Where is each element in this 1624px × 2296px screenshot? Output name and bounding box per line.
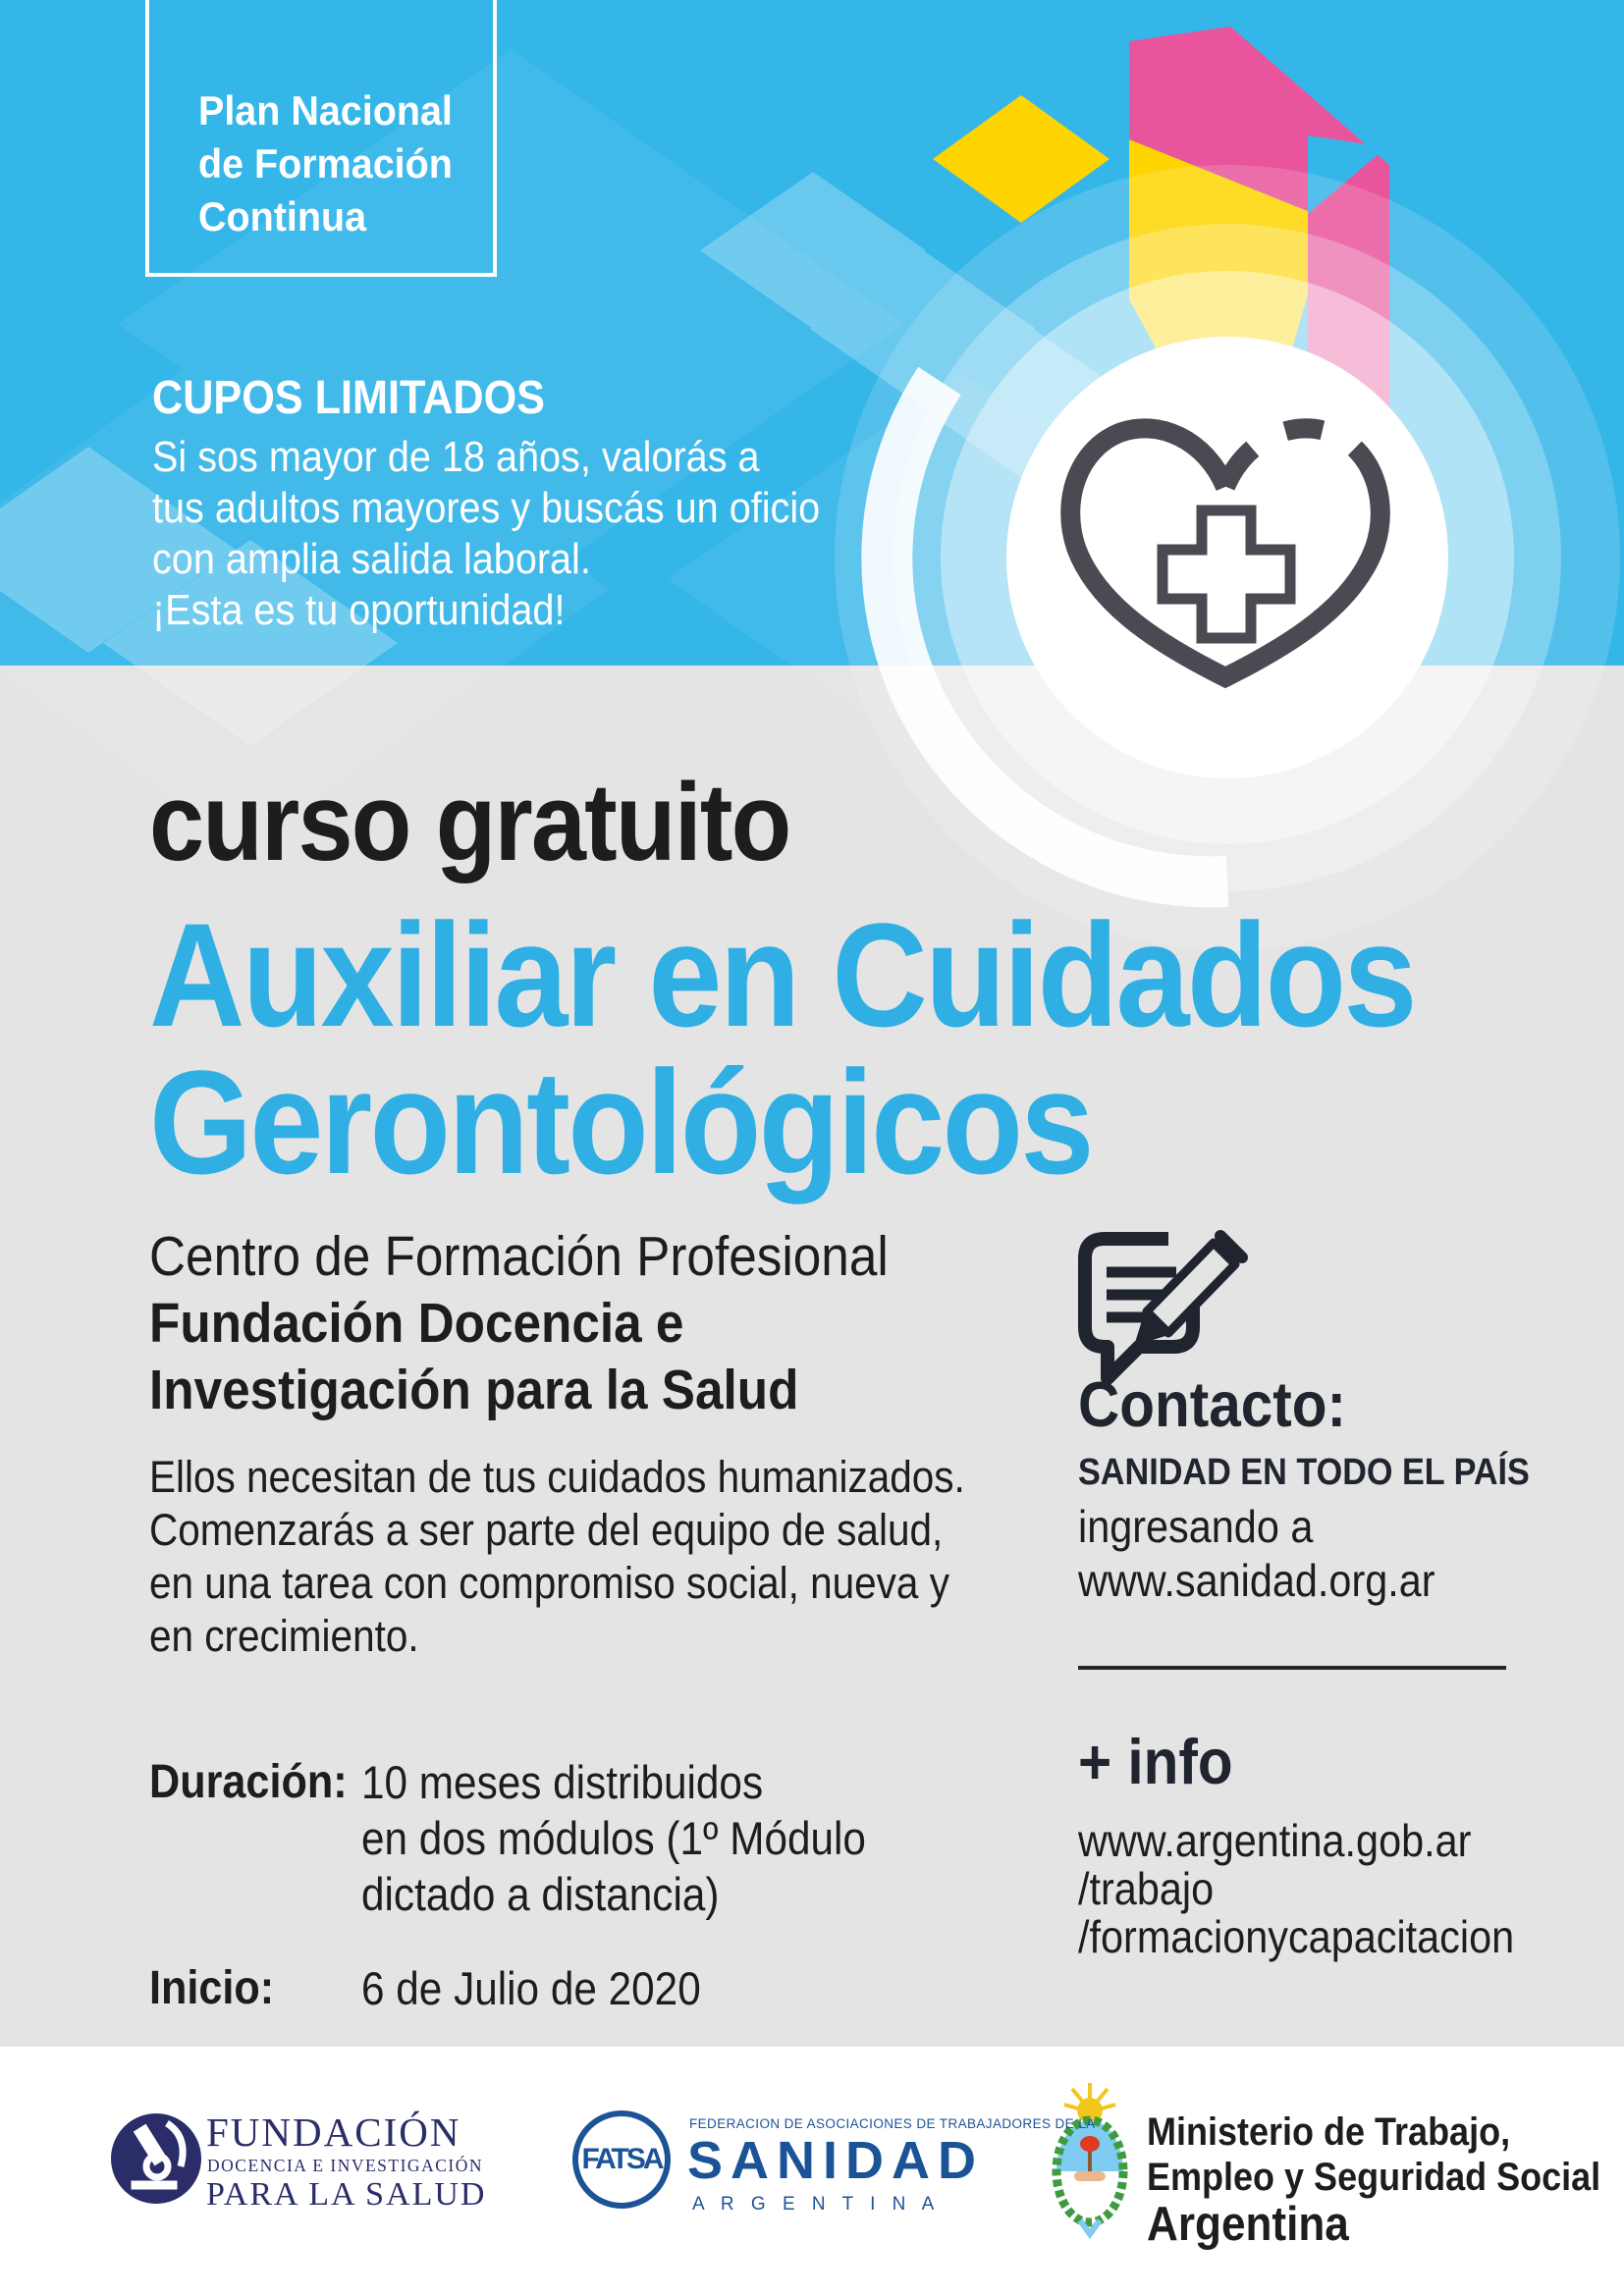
duration-label: Duración: <box>149 1756 348 1808</box>
fatsa-seal <box>572 2110 671 2209</box>
description-line: en crecimiento. <box>149 1611 419 1661</box>
ministry-line: Ministerio de Trabajo, <box>1147 2110 1511 2154</box>
fatsa-seal-text: FATSA <box>581 2143 662 2175</box>
intro-line: con amplia salida laboral. <box>152 535 591 583</box>
more-info-title: + info <box>1078 1726 1233 1797</box>
course-kicker: curso gratuito <box>149 761 790 883</box>
ministry-country: Argentina <box>1147 2198 1349 2251</box>
plan-box-line: de Formación <box>198 140 453 187</box>
contact-line: ingresando a <box>1078 1501 1314 1552</box>
microscope-icon <box>111 2113 201 2204</box>
contact-org: SANIDAD EN TODO EL PAÍS <box>1078 1452 1530 1493</box>
fundacion-subtitle2: PARA LA SALUD <box>206 2176 487 2213</box>
plan-box <box>145 0 497 277</box>
fundacion-title: FUNDACIÓN <box>206 2109 461 2155</box>
coat-of-arms-icon <box>1056 2083 1123 2234</box>
training-center-line: Centro de Formación Profesional <box>149 1225 889 1288</box>
info-url-line: /formacionycapacitacion <box>1078 1911 1515 1962</box>
contact-website: www.sanidad.org.ar <box>1078 1555 1435 1606</box>
contact-title: Contacto: <box>1078 1368 1346 1440</box>
plan-box-line: Continua <box>198 193 367 240</box>
plan-box-text <box>198 84 453 243</box>
intro-line: tus adultos mayores y buscás un oficio <box>152 484 821 532</box>
training-center-line: Fundación Docencia e <box>149 1292 684 1355</box>
duration-value-line: dictado a distancia) <box>361 1868 720 1920</box>
course-title-line1: Auxiliar en Cuidados <box>149 892 1415 1057</box>
info-url-line: www.argentina.gob.ar <box>1078 1815 1472 1866</box>
plan-box-line: Plan Nacional <box>198 87 453 133</box>
description-line: Comenzarás a ser parte del equipo de salud, <box>149 1505 944 1555</box>
start-date-value: 6 de Julio de 2020 <box>361 1962 701 2014</box>
info-url-line: /trabajo <box>1078 1863 1215 1914</box>
sanidad-country-text: A R G E N T I N A <box>692 2194 941 2215</box>
course-title-line2: Gerontológicos <box>149 1040 1092 1204</box>
duration-value-line: 10 meses distribuidos <box>361 1756 764 1808</box>
divider-line <box>1078 1666 1506 1670</box>
description-line: en una tarea con compromiso social, nueva y <box>149 1558 949 1608</box>
intro-line: ¡Esta es tu oportunidad! <box>152 586 566 634</box>
fatsa-federation-text: FEDERACION DE ASOCIACIONES DE TRABAJADORES DE LA <box>689 2116 1096 2131</box>
duration-value-line: en dos módulos (1º Módulo <box>361 1812 866 1864</box>
training-center-line: Investigación para la Salud <box>149 1359 799 1421</box>
ministry-line: Empleo y Seguridad Social <box>1147 2156 1601 2199</box>
chat-pencil-icon <box>1085 1236 1242 1378</box>
intro-line: Si sos mayor de 18 años, valorás a <box>152 433 760 481</box>
fundacion-subtitle: DOCENCIA E INVESTIGACIÓN <box>207 2156 483 2175</box>
sanidad-logo-text: SANIDAD <box>687 2131 985 2190</box>
cupos-title: CUPOS LIMITADOS <box>152 372 546 424</box>
start-date-label: Inicio: <box>149 1962 275 2014</box>
description-line: Ellos necesitan de tus cuidados humanizados. <box>149 1452 965 1502</box>
